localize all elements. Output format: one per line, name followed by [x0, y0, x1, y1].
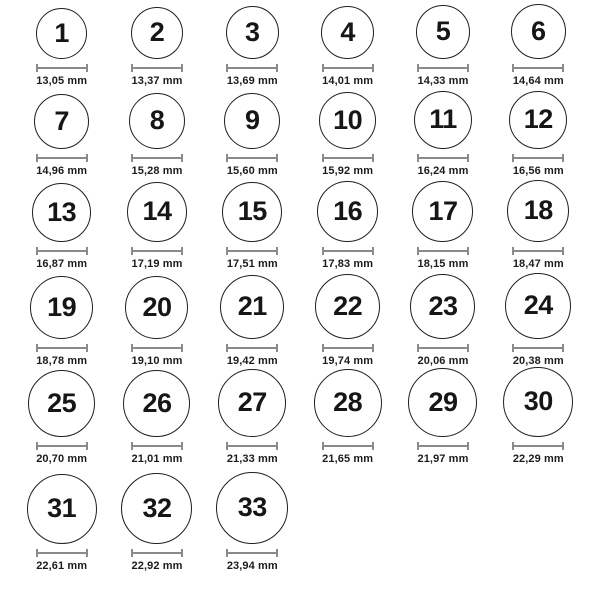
diameter-label: 15,28 mm	[131, 164, 183, 177]
ring-size-number: 23	[428, 290, 458, 321]
diameter-label: 16,87 mm	[36, 257, 88, 270]
diameter-label: 14,33 mm	[417, 74, 469, 87]
ring-circle	[321, 6, 374, 59]
diameter-label: 20,38 mm	[512, 354, 564, 367]
ring-size-number: 5	[435, 16, 451, 47]
ring-size-number: 17	[428, 195, 458, 226]
ring-size-number: 12	[523, 104, 553, 135]
diameter-label: 18,78 mm	[36, 354, 88, 367]
diameter-label: 15,92 mm	[322, 164, 374, 177]
ring-size-number: 20	[142, 291, 172, 322]
ring-size-item	[491, 273, 586, 368]
ring-size-item	[205, 275, 300, 368]
chart-row	[0, 368, 600, 466]
ring-size-number: 4	[340, 16, 355, 47]
ring-size-item	[395, 91, 490, 178]
diameter-dimension-line	[131, 154, 183, 162]
ring-size-item	[205, 93, 300, 178]
ring-size-item	[300, 274, 395, 368]
ring-size-number: 9	[245, 105, 260, 136]
ring-size-item	[205, 369, 300, 466]
ring-size-number: 3	[245, 16, 260, 47]
ring-size-item	[109, 276, 204, 368]
ring-size-number: 30	[523, 386, 553, 417]
diameter-label: 19,10 mm	[131, 354, 183, 367]
ring-circle	[216, 472, 288, 544]
ring-size-item	[491, 4, 586, 88]
diameter-dimension-line	[322, 154, 374, 162]
diameter-dimension-line	[226, 154, 278, 162]
ring-circle	[36, 8, 87, 59]
ring-circle	[123, 370, 190, 437]
diameter-label: 20,06 mm	[417, 354, 469, 367]
ring-size-item	[109, 7, 204, 88]
ring-size-number: 25	[47, 387, 77, 418]
diameter-dimension-line	[131, 442, 183, 450]
diameter-label: 17,83 mm	[322, 257, 374, 270]
diameter-dimension-line	[512, 442, 564, 450]
ring-size-number: 22	[333, 290, 363, 321]
diameter-label: 17,19 mm	[131, 257, 183, 270]
diameter-label: 22,29 mm	[512, 452, 564, 465]
ring-size-item	[205, 182, 300, 271]
ring-size-number: 15	[237, 196, 267, 227]
diameter-label: 13,37 mm	[131, 74, 183, 87]
diameter-label: 18,15 mm	[417, 257, 469, 270]
diameter-dimension-line	[226, 64, 278, 72]
diameter-label: 21,65 mm	[322, 452, 374, 465]
diameter-label: 16,24 mm	[417, 164, 469, 177]
diameter-label: 22,61 mm	[36, 559, 88, 572]
ring-size-number: 28	[333, 387, 363, 418]
diameter-dimension-line	[417, 247, 469, 255]
ring-size-item	[300, 6, 395, 88]
ring-size-number: 31	[47, 493, 77, 524]
ring-circle	[226, 6, 279, 59]
ring-size-number: 19	[47, 291, 77, 322]
diameter-label: 14,64 mm	[512, 74, 564, 87]
ring-circle	[412, 181, 473, 242]
ring-circle	[503, 367, 573, 437]
ring-circle	[131, 7, 183, 59]
diameter-dimension-line	[512, 344, 564, 352]
ring-size-number: 18	[523, 195, 553, 226]
chart-row	[0, 0, 600, 88]
ring-size-number: 16	[333, 195, 363, 226]
diameter-dimension-line	[417, 442, 469, 450]
ring-size-number: 32	[142, 492, 172, 523]
diameter-label: 13,69 mm	[226, 74, 278, 87]
ring-size-item	[14, 474, 109, 573]
ring-size-item	[14, 8, 109, 88]
ring-size-number: 14	[142, 196, 172, 227]
ring-circle	[34, 94, 89, 149]
ring-circle	[317, 181, 378, 242]
diameter-label: 21,01 mm	[131, 452, 183, 465]
ring-size-item	[491, 91, 586, 178]
diameter-label: 19,74 mm	[322, 354, 374, 367]
diameter-label: 19,42 mm	[226, 354, 278, 367]
diameter-dimension-line	[417, 344, 469, 352]
ring-circle	[28, 370, 95, 437]
diameter-dimension-line	[226, 247, 278, 255]
ring-circle	[314, 369, 382, 437]
ring-circle	[125, 276, 188, 339]
ring-circle	[416, 5, 470, 59]
diameter-dimension-line	[131, 247, 183, 255]
ring-circle	[32, 183, 91, 242]
ring-size-number: 24	[523, 290, 553, 321]
ring-size-item	[395, 274, 490, 368]
ring-size-item	[109, 370, 204, 466]
ring-size-item	[205, 6, 300, 88]
diameter-dimension-line	[36, 64, 88, 72]
diameter-dimension-line	[322, 344, 374, 352]
ring-size-item	[395, 5, 490, 88]
diameter-dimension-line	[417, 154, 469, 162]
ring-circle	[218, 369, 286, 437]
diameter-dimension-line	[417, 64, 469, 72]
diameter-dimension-line	[226, 549, 278, 557]
ring-size-number: 13	[47, 196, 77, 227]
diameter-label: 20,70 mm	[36, 452, 88, 465]
ring-circle	[220, 275, 284, 339]
diameter-dimension-line	[131, 64, 183, 72]
diameter-dimension-line	[36, 549, 88, 557]
ring-circle	[505, 273, 571, 339]
diameter-dimension-line	[512, 154, 564, 162]
ring-circle	[509, 91, 567, 149]
diameter-dimension-line	[36, 442, 88, 450]
diameter-label: 14,96 mm	[36, 164, 88, 177]
ring-size-number: 2	[149, 17, 165, 48]
diameter-dimension-line	[512, 64, 564, 72]
ring-size-item	[14, 94, 109, 178]
ring-size-item	[491, 367, 586, 466]
ring-size-number: 26	[142, 387, 172, 418]
diameter-label: 16,56 mm	[512, 164, 564, 177]
ring-size-item	[14, 370, 109, 466]
ring-size-number: 21	[237, 291, 267, 322]
ring-size-item	[395, 368, 490, 466]
ring-size-item	[14, 183, 109, 271]
ring-size-number: 11	[429, 104, 457, 135]
ring-circle	[127, 182, 187, 242]
ring-circle	[414, 91, 472, 149]
ring-circle	[129, 93, 185, 149]
ring-size-item	[109, 93, 204, 178]
ring-size-number: 6	[531, 15, 546, 46]
diameter-label: 13,05 mm	[36, 74, 88, 87]
diameter-label: 15,60 mm	[226, 164, 278, 177]
ring-circle	[511, 4, 566, 59]
diameter-dimension-line	[131, 344, 183, 352]
ring-size-item	[109, 182, 204, 271]
ring-size-item	[14, 276, 109, 368]
ring-size-number: 1	[54, 17, 69, 48]
ring-circle	[319, 92, 376, 149]
ring-size-number: 10	[333, 104, 363, 135]
diameter-dimension-line	[226, 344, 278, 352]
chart-row	[0, 88, 600, 178]
diameter-label: 18,47 mm	[512, 257, 564, 270]
diameter-dimension-line	[36, 344, 88, 352]
diameter-dimension-line	[322, 64, 374, 72]
ring-size-item	[300, 369, 395, 466]
ring-circle	[224, 93, 280, 149]
diameter-dimension-line	[36, 247, 88, 255]
ring-circle	[222, 182, 282, 242]
ring-circle	[507, 180, 569, 242]
chart-row	[0, 466, 600, 573]
ring-size-item	[395, 181, 490, 271]
ring-size-item	[109, 473, 204, 573]
ring-size-number: 27	[237, 387, 267, 418]
ring-circle	[315, 274, 380, 339]
ring-size-number: 7	[54, 105, 69, 136]
ring-size-number: 29	[428, 386, 458, 417]
diameter-dimension-line	[512, 247, 564, 255]
chart-row	[0, 178, 600, 271]
diameter-label: 17,51 mm	[226, 257, 278, 270]
diameter-dimension-line	[131, 549, 183, 557]
ring-circle	[410, 274, 475, 339]
diameter-label: 21,33 mm	[226, 452, 278, 465]
diameter-label: 23,94 mm	[226, 559, 278, 572]
chart-row	[0, 271, 600, 368]
ring-size-number: 8	[149, 105, 165, 136]
ring-size-item	[300, 181, 395, 271]
ring-circle	[30, 276, 93, 339]
ring-size-item	[300, 92, 395, 178]
ring-circle	[408, 368, 477, 437]
diameter-dimension-line	[322, 247, 374, 255]
diameter-dimension-line	[36, 154, 88, 162]
ring-circle	[121, 473, 192, 544]
diameter-label: 14,01 mm	[322, 74, 374, 87]
ring-size-item	[491, 180, 586, 271]
ring-size-item	[205, 472, 300, 573]
diameter-label: 22,92 mm	[131, 559, 183, 572]
diameter-dimension-line	[322, 442, 374, 450]
ring-size-number: 33	[237, 492, 267, 523]
diameter-dimension-line	[226, 442, 278, 450]
diameter-label: 21,97 mm	[417, 452, 469, 465]
ring-circle	[27, 474, 97, 544]
